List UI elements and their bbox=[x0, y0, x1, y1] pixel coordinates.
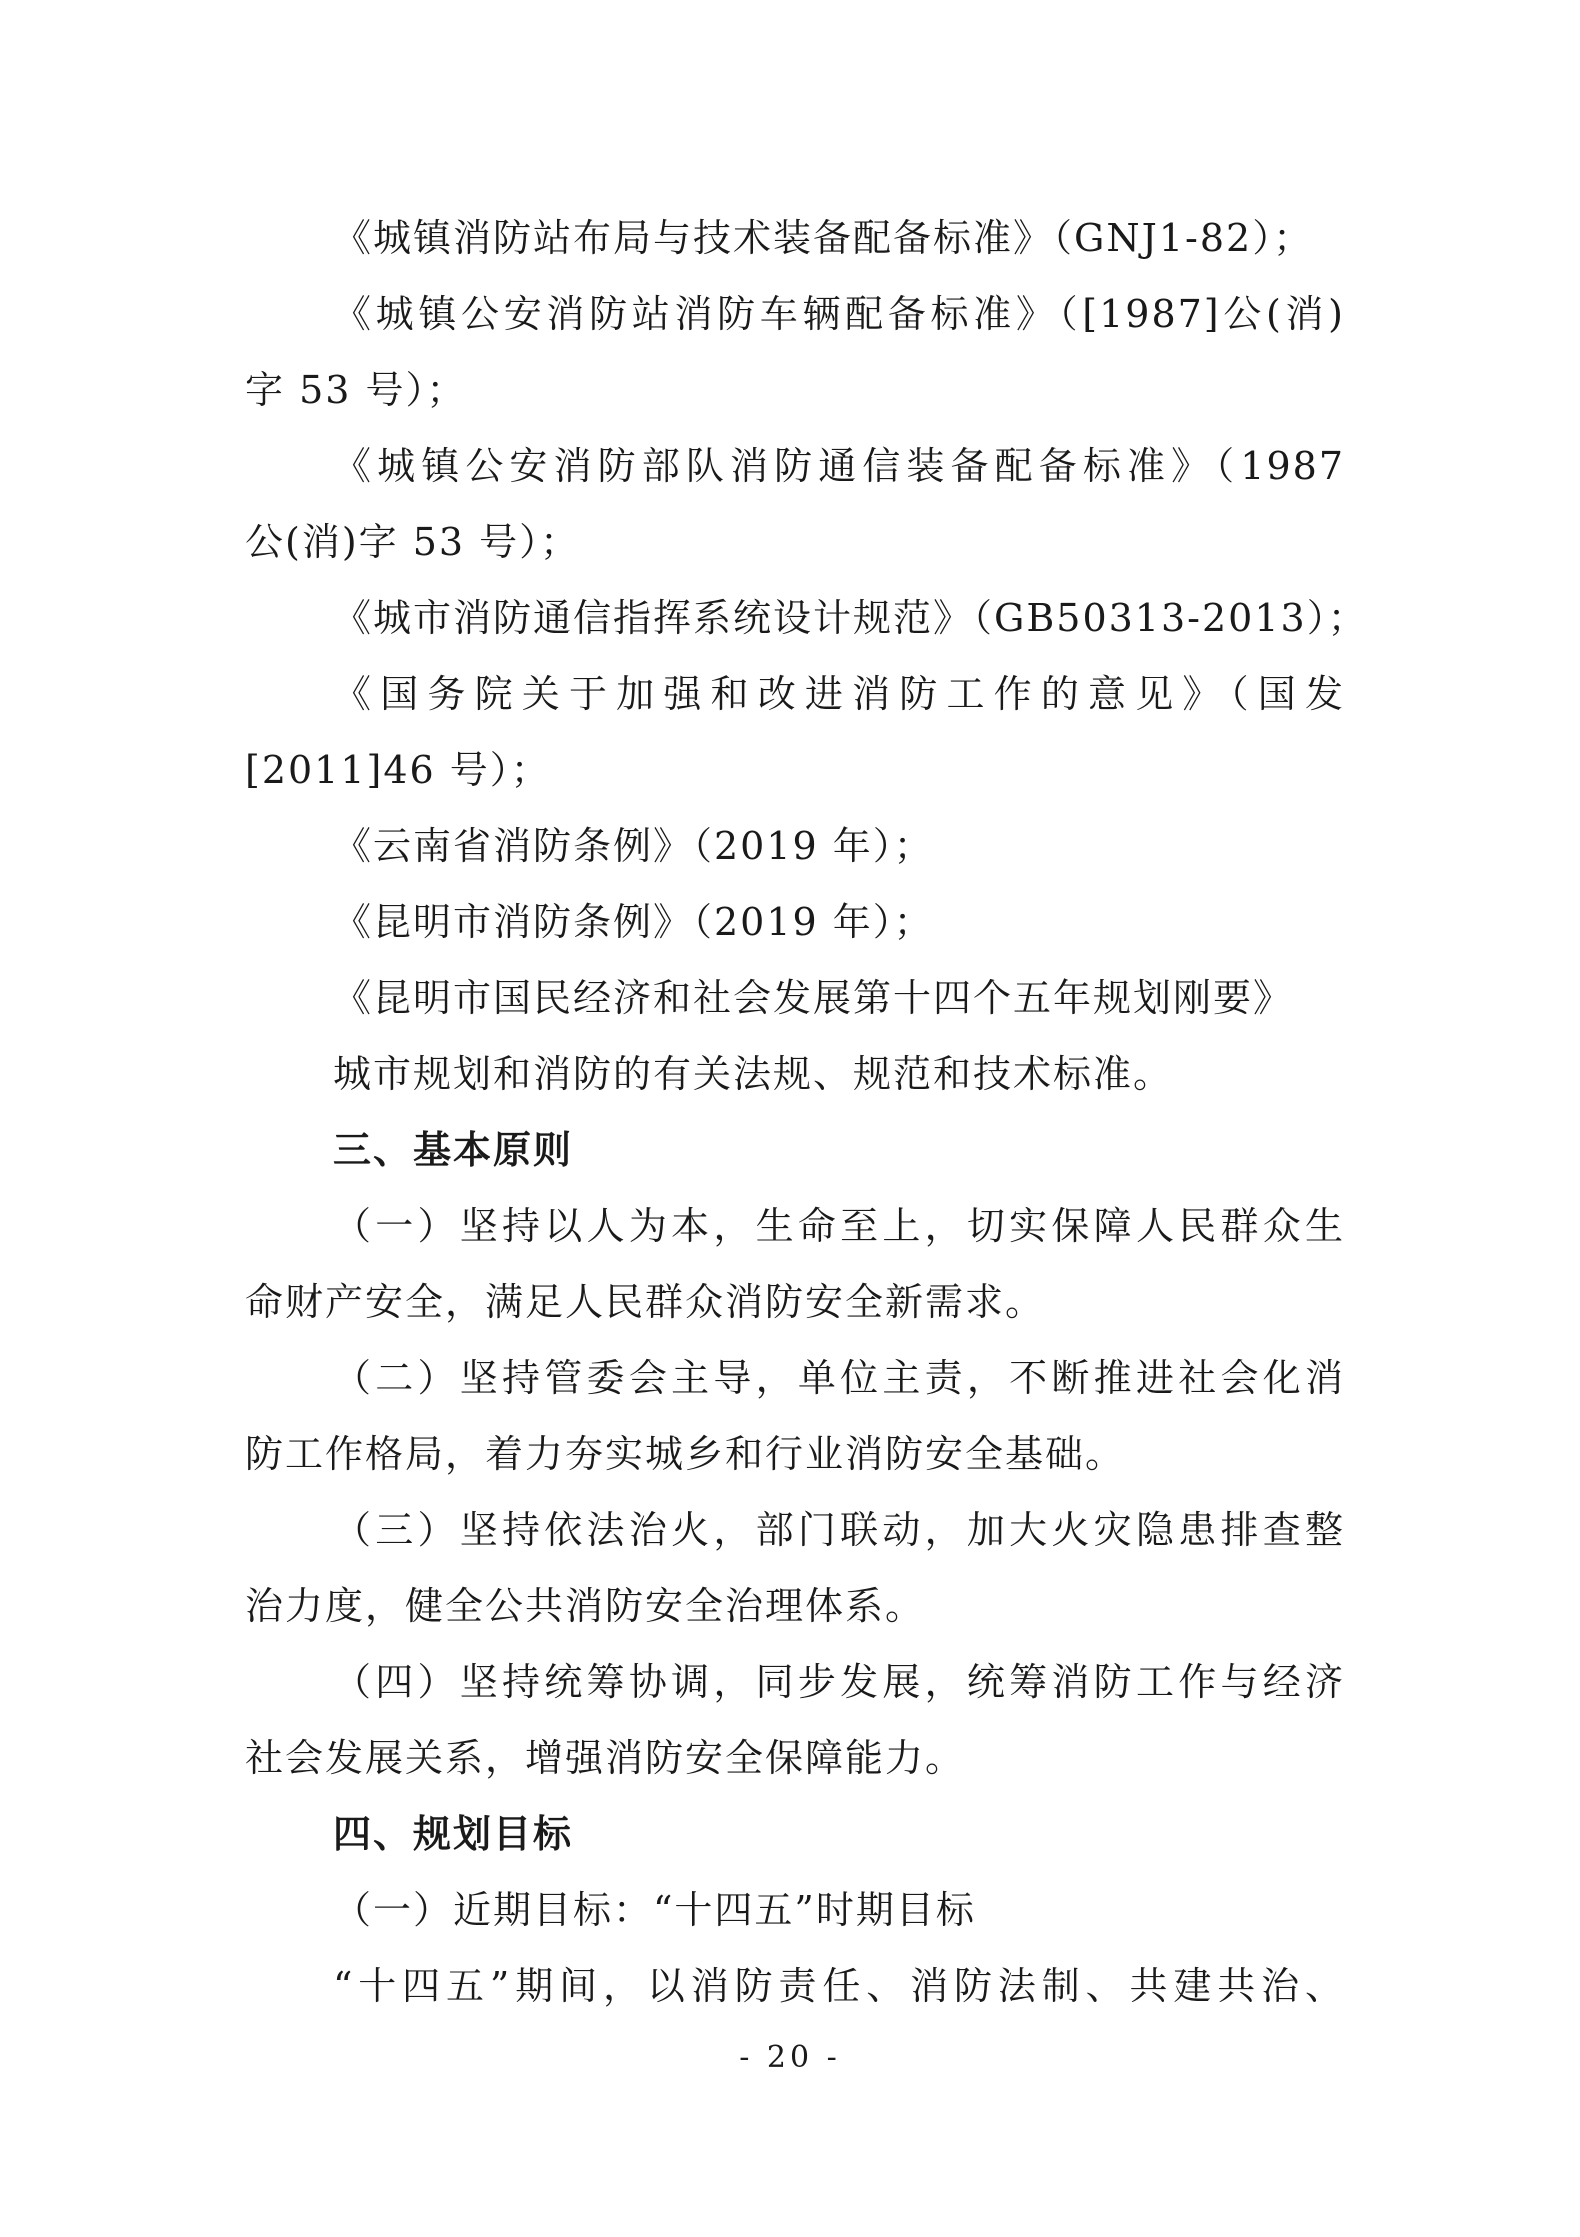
paragraph-line: 《城镇消防站布局与技术装备配备标准》（GNJ1-82）； bbox=[333, 216, 1314, 260]
paragraph-line: “十四五”期间，以消防责任、消防法制、共建共治、 bbox=[333, 1964, 1345, 2008]
paragraph-line: 命财产安全，满足人民群众消防安全新需求。 bbox=[245, 1280, 1046, 1324]
paragraph-line: 字 53 号）； bbox=[245, 368, 467, 412]
paragraph-line: 公(消)字 53 号）； bbox=[245, 520, 581, 564]
paragraph-line: 《昆明市消防条例》（2019 年）； bbox=[333, 900, 934, 944]
paragraph-line: （一）坚持以人为本，生命至上，切实保障人民群众生 bbox=[333, 1204, 1345, 1248]
section-heading: 三、基本原则 bbox=[333, 1128, 574, 1172]
paragraph-line: 《城市消防通信指挥系统设计规范》（GB50313-2013）； bbox=[333, 596, 1368, 640]
paragraph-line: 《城镇公安消防部队消防通信装备配备标准》（1987 bbox=[333, 444, 1345, 488]
page-number: - 20 - bbox=[739, 2040, 841, 2075]
paragraph-line: 防工作格局，着力夯实城乡和行业消防安全基础。 bbox=[245, 1432, 1126, 1476]
paragraph-line: （四）坚持统筹协调，同步发展，统筹消防工作与经济 bbox=[333, 1660, 1345, 1704]
paragraph-line: 《昆明市国民经济和社会发展第十四个五年规划刚要》 bbox=[333, 976, 1294, 1020]
paragraph-line: 《城镇公安消防站消防车辆配备标准》（[1987]公(消) bbox=[333, 292, 1345, 336]
paragraph-line: [2011]46 号）； bbox=[245, 748, 551, 792]
section-heading: 四、规划目标 bbox=[333, 1812, 574, 1856]
paragraph-line: （三）坚持依法治火，部门联动，加大火灾隐患排查整 bbox=[333, 1508, 1345, 1552]
document-body bbox=[245, 200, 1368, 2024]
paragraph-line: 城市规划和消防的有关法规、规范和技术标准。 bbox=[333, 1052, 1174, 1096]
paragraph-line: 《云南省消防条例》（2019 年）； bbox=[333, 824, 934, 868]
paragraph-line: 治力度，健全公共消防安全治理体系。 bbox=[245, 1584, 926, 1628]
paragraph-line: （二）坚持管委会主导，单位主责，不断推进社会化消 bbox=[333, 1356, 1345, 1400]
paragraph-line: 《国务院关于加强和改进消防工作的意见》（国发 bbox=[333, 672, 1345, 716]
paragraph-line: （一）近期目标：“十四五”时期目标 bbox=[333, 1888, 976, 1932]
paragraph-line: 社会发展关系，增强消防安全保障能力。 bbox=[245, 1736, 966, 1780]
